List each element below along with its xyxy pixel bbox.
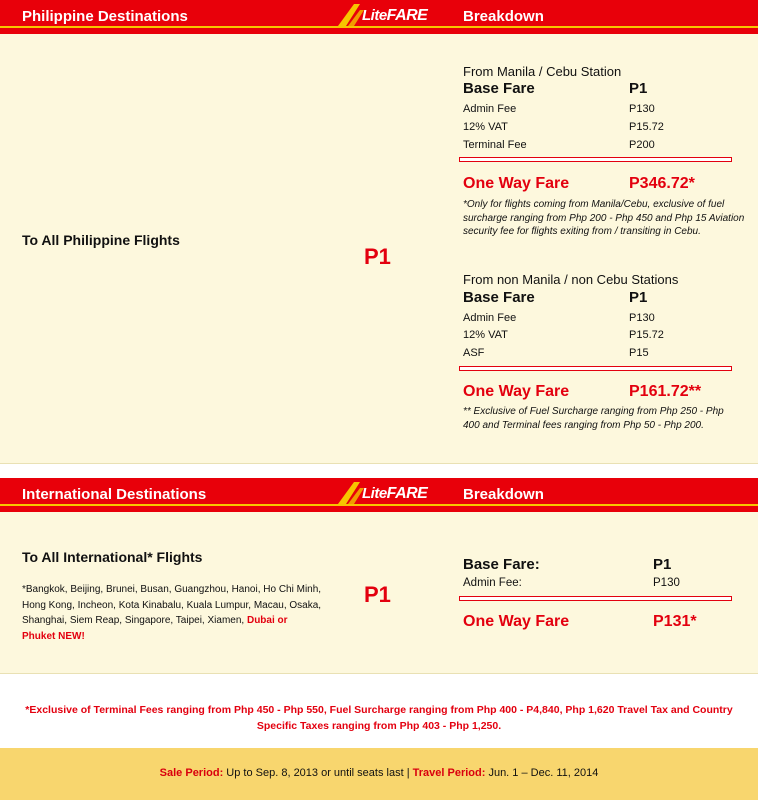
period-text: Sale Period: Up to Sep. 8, 2013 or until seats last | Travel Period: Jun. 1 – Dec. 11, 2014 xyxy=(159,767,599,779)
header-gold-line xyxy=(0,26,758,28)
intl-header-bar xyxy=(0,478,758,512)
header-gold-line xyxy=(0,504,758,506)
ph-header-title: Philippine Destinations xyxy=(22,8,188,25)
intl-destination-list: *Bangkok, Beijing, Brunei, Busan, Guangzhou, Hanoi, Ho Chi Minh, Hong Kong, Incheon, Kota Kinabalu, Kuala Lumpur, Macau, Osaka, Shanghai, Siem Reap, Singapore, Taipei, Xiamen, Dubai or Phuket NEW! xyxy=(22,584,322,642)
ph-destination: To All Philippine Flights xyxy=(22,232,180,248)
litefare-logo xyxy=(336,480,446,506)
intl-header-breakdown: Breakdown xyxy=(463,486,544,503)
intl-price: P1 xyxy=(364,582,391,607)
intl-separator xyxy=(459,596,732,601)
ph-manila-note: *Only for flights coming from Manila/Cebu, exclusive of fuel surcharge ranging from Php 200 - Php 450 and Php 15 Aviation security fee for flights exiting from / transiting in Cebu. xyxy=(463,199,745,237)
ph-header-bar xyxy=(0,0,758,34)
ph-price: P1 xyxy=(364,244,391,269)
litefare-logo-text: LiteFARE xyxy=(362,485,428,502)
ph-header-breakdown: Breakdown xyxy=(463,8,544,25)
taxes-footnote: *Exclusive of Terminal Fees ranging from Php 450 - Php 550, Fuel Surcharge ranging from Php 400 - P4,840, Php 1,620 Travel Tax and Country Specific Taxes ranging from Php 403 - Php 1,250. xyxy=(25,704,733,732)
ph-nonmanila-separator xyxy=(459,366,732,371)
travel-period-label: Travel Period: xyxy=(412,767,486,779)
sale-period-value: Up to Sep. 8, 2013 or until seats last xyxy=(223,767,404,779)
litefare-logo-text: LiteFARE xyxy=(362,7,428,24)
travel-period-value: Jun. 1 – Dec. 11, 2014 xyxy=(485,767,599,779)
intl-new-destinations: Dubai or Phuket NEW! xyxy=(22,615,288,642)
sale-period-label: Sale Period: xyxy=(159,767,224,779)
litefare-logo xyxy=(336,2,446,28)
ph-nonmanila-label: From non Manila / non Cebu Stations xyxy=(463,272,679,287)
intl-destination: To All International* Flights xyxy=(22,549,203,565)
ph-nonmanila-note: ** Exclusive of Fuel Surcharge ranging from Php 250 - Php 400 and Terminal fees ranging from Php 50 - Php 200. xyxy=(463,406,724,431)
ph-manila-label: From Manila / Cebu Station xyxy=(463,64,622,79)
ph-manila-separator xyxy=(459,157,732,162)
intl-header-title: International Destinations xyxy=(22,486,207,503)
period-banner xyxy=(0,748,758,800)
